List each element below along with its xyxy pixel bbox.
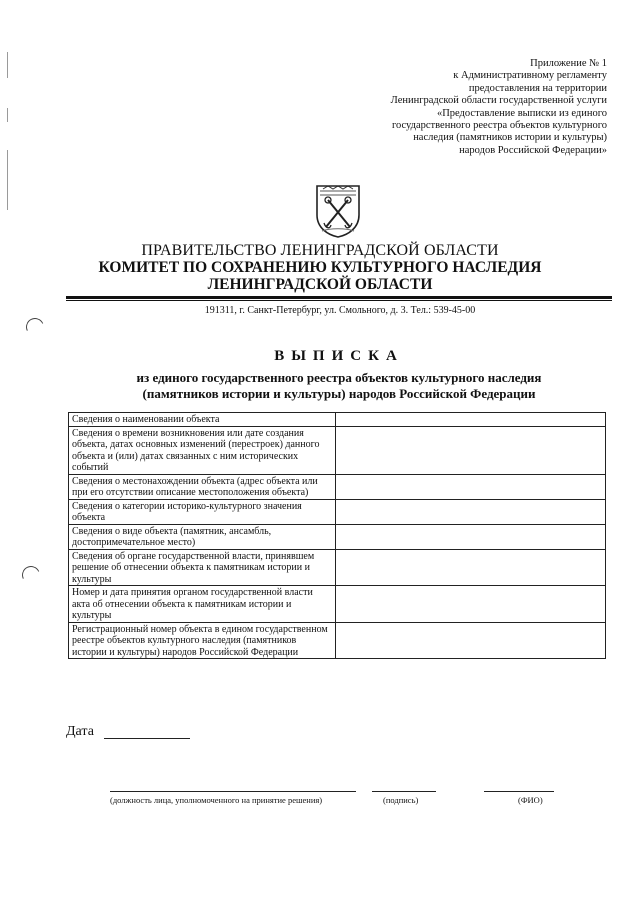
scan-edge-mark: [7, 108, 8, 122]
committee-name: КОМИТЕТ ПО СОХРАНЕНИЮ КУЛЬТУРНОГО НАСЛЕДИЯ: [98, 259, 542, 276]
row-value[interactable]: [336, 413, 606, 427]
header-divider-thin: [66, 300, 612, 301]
signature-caption: (подпись): [383, 795, 419, 805]
position-caption: (должность лица, уполномоченного на принятие решения): [110, 795, 323, 805]
appendix-line: Ленинградской области государственной услуги: [390, 95, 607, 107]
region-name: ЛЕНИНГРАДСКОЙ ОБЛАСТИ: [207, 276, 433, 293]
table-row: [69, 426, 606, 474]
appendix-line: государственного реестра объектов культурного: [391, 120, 607, 132]
row-value[interactable]: [336, 474, 606, 499]
table-row: [69, 474, 606, 499]
date-label: Дата: [66, 724, 94, 739]
table-row: [69, 549, 606, 586]
header-divider: [66, 296, 612, 299]
appendix-line: к Административному регламенту: [453, 70, 607, 82]
document-subtitle-line-2: (памятников истории и культуры) народов Российской Федерации: [142, 386, 536, 401]
row-value[interactable]: [336, 549, 606, 586]
scan-edge-mark: [7, 52, 8, 78]
row-label: Номер и дата принятия органом государственной власти акта об отнесении объекта к памятникам истории и культуры: [69, 586, 336, 623]
document-title: ВЫПИСКА: [274, 348, 404, 364]
row-label: Сведения о виде объекта (памятник, ансамбль, достопримечательное место): [69, 524, 336, 549]
coat-of-arms-icon: [314, 183, 362, 239]
row-value[interactable]: [336, 426, 606, 474]
full-name-caption: (ФИО): [518, 795, 543, 805]
table-row: [69, 622, 606, 659]
row-label: Сведения о категории историко-культурного значения объекта: [69, 499, 336, 524]
committee-address: 191311, г. Санкт-Петербург, ул. Смольного, д. 3. Тел.: 539-45-00: [204, 305, 476, 316]
punch-hole-mark: [23, 315, 46, 338]
government-name: ПРАВИТЕЛЬСТВО ЛЕНИНГРАДСКОЙ ОБЛАСТИ: [141, 242, 499, 259]
appendix-line: предоставления на территории: [468, 82, 607, 94]
appendix-line: «Предоставление выписки из единого: [436, 107, 607, 119]
appendix-line: наследия (памятников истории и культуры): [413, 132, 607, 144]
signature-field-line[interactable]: [372, 791, 436, 792]
document-subtitle-line-1: из единого государственного реестра объектов культурного наследия: [136, 370, 542, 385]
appendix-note: [347, 58, 607, 157]
row-label: Сведения о местонахождении объекта (адрес объекта или при его отсутствии описание местоположения объекта): [69, 474, 336, 499]
row-value[interactable]: [336, 499, 606, 524]
full-name-field-line[interactable]: [484, 791, 554, 792]
position-field-line[interactable]: [110, 791, 356, 792]
row-value[interactable]: [336, 586, 606, 623]
punch-hole-mark: [19, 563, 42, 586]
scan-edge-mark: [7, 150, 8, 210]
row-value[interactable]: [336, 622, 606, 659]
row-value[interactable]: [336, 524, 606, 549]
object-details-table: [68, 412, 606, 659]
appendix-line: Приложение № 1: [530, 58, 607, 69]
table-row: [69, 586, 606, 623]
table-row: [69, 499, 606, 524]
row-label: Регистрационный номер объекта в едином государственном реестре объектов культурного наследия (памятников истории и культуры) народов Российской Федерации: [69, 622, 336, 659]
date-field-line[interactable]: [104, 738, 190, 739]
table-row: [69, 413, 606, 427]
row-label: Сведения о времени возникновения или дате создания объекта, датах основных изменений (перестроек) данного объекта и (или) датах связанных с ним исторических событий: [69, 426, 336, 474]
table-row: [69, 524, 606, 549]
appendix-line: народов Российской Федерации»: [459, 144, 607, 156]
row-label: Сведения о наименовании объекта: [69, 413, 336, 427]
row-label: Сведения об органе государственной власти, принявшем решение об отнесении объекта к памятникам истории и культуры: [69, 549, 336, 586]
